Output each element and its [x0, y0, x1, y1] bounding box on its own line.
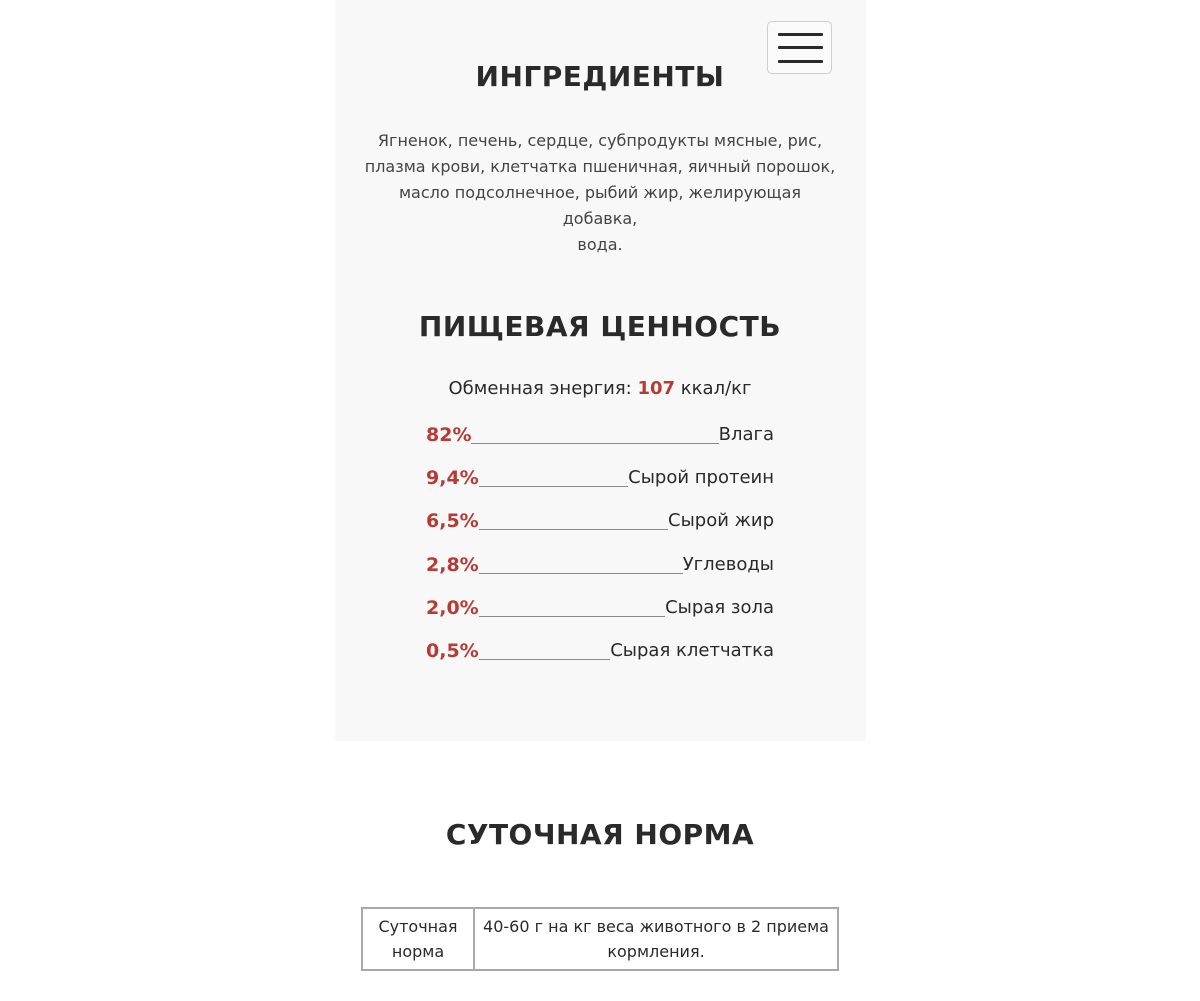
leader-line: [479, 572, 683, 574]
nutrient-percent: 9,4%: [426, 467, 479, 489]
nutrient-name: Сырой протеин: [628, 467, 774, 488]
leader-line: [471, 442, 718, 444]
leader-line: [479, 485, 628, 487]
ingredients-line: Ягненок, печень, сердце, субпродукты мясные, рис,: [377, 131, 823, 150]
ingredients-title: ИНГРЕДИЕНТЫ: [475, 60, 725, 93]
table-cell-label: [362, 908, 474, 970]
hamburger-menu-icon: [778, 33, 823, 36]
ingredients-text: [360, 128, 840, 258]
energy-unit: ккал/кг: [680, 378, 752, 399]
nutrient-row-moisture: [426, 422, 774, 448]
nutrient-percent: 2,8%: [426, 554, 479, 576]
ingredients-line: вода.: [577, 235, 623, 254]
cell-text: Суточная: [378, 917, 458, 936]
cell-text: кормления.: [607, 942, 705, 961]
nutrient-percent: 6,5%: [426, 510, 479, 532]
hamburger-menu-icon-bar: [778, 46, 823, 49]
energy-label: Обменная энергия:: [448, 378, 632, 399]
ingredients-line: масло подсолнечное, рыбий жир, желирующая добавка,: [398, 183, 802, 228]
nutrition-title: ПИЩЕВАЯ ЦЕННОСТЬ: [418, 310, 782, 343]
daily-norm-table: [361, 907, 839, 971]
ingredients-line: плазма крови, клетчатка пшеничная, яичный порошок,: [364, 157, 836, 176]
nutrient-name: Сырая клетчатка: [610, 640, 774, 661]
nutrient-row-fat: [426, 508, 774, 534]
nutrient-row-ash: [426, 595, 774, 621]
metabolic-energy: [0, 378, 1200, 399]
nutrient-row-carbs: [426, 552, 774, 578]
leader-line: [479, 658, 611, 660]
energy-value: 107: [637, 378, 676, 399]
nutrient-name: Сырой жир: [668, 510, 774, 531]
cell-text: 40-60 г на кг веса животного в 2 приема: [483, 917, 829, 936]
daily-norm-title: СУТОЧНАЯ НОРМА: [445, 818, 755, 851]
nutrient-name: Углеводы: [682, 554, 774, 575]
nutrient-percent: 0,5%: [426, 640, 479, 662]
nutrient-row-protein: [426, 465, 774, 491]
nutrient-row-fiber: [426, 638, 774, 664]
table-cell-value: [474, 908, 838, 970]
leader-line: [479, 615, 665, 617]
content-panel: [335, 0, 866, 741]
nutrient-percent: 2,0%: [426, 597, 479, 619]
leader-line: [479, 528, 668, 530]
nutrient-percent: 82%: [426, 424, 472, 446]
nutrient-name: Сырая зола: [665, 597, 774, 618]
cell-text: норма: [391, 942, 445, 961]
nutrient-name: Влага: [718, 424, 774, 445]
table-row: [362, 908, 838, 970]
